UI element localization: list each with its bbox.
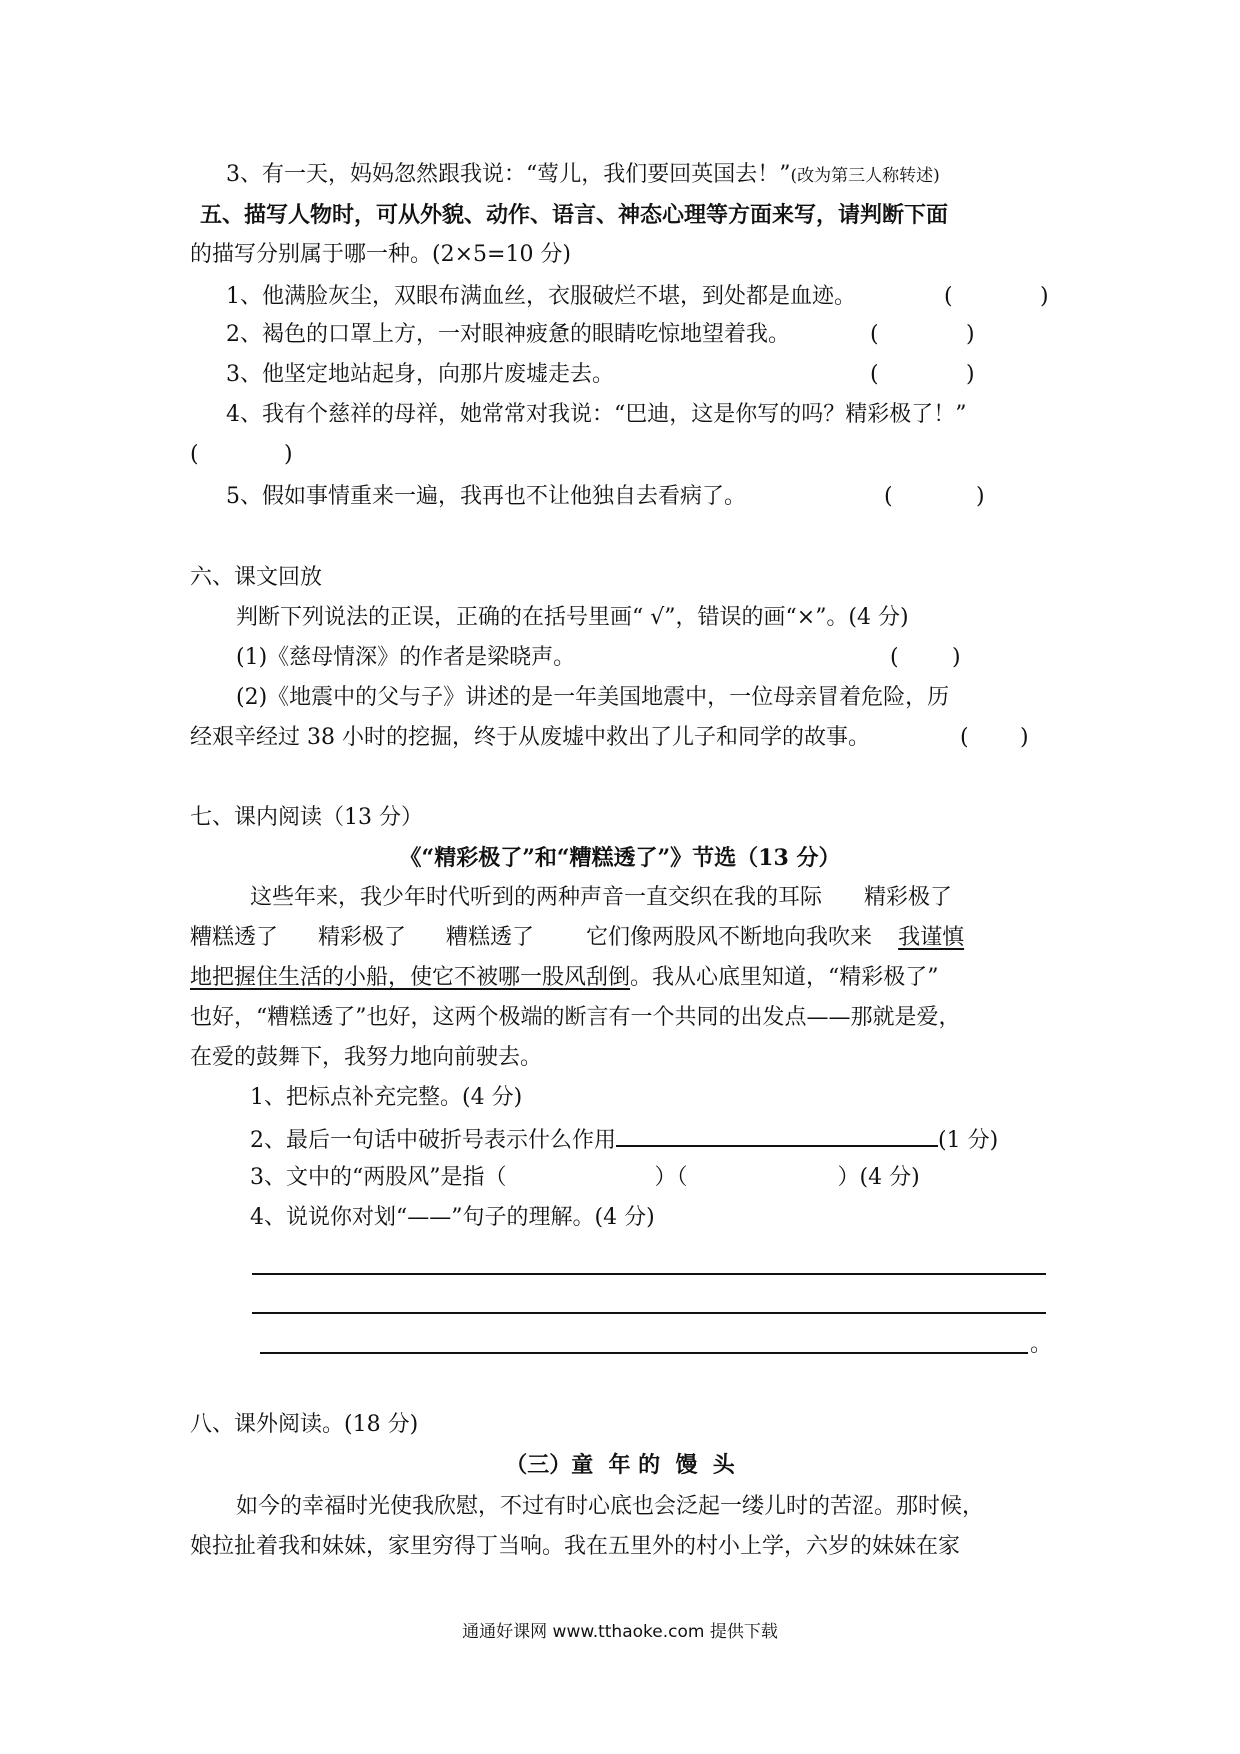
s5-item-3-paren-open: (: [870, 362, 879, 387]
s6-item-2-paren-close: ): [1020, 725, 1029, 750]
s5-heading-line2: 的描写分别属于哪一种。(2×5=10 分): [190, 242, 572, 267]
s7-para-line2: [190, 923, 964, 953]
s7-p3-rest: 。我从心底里知道，“精彩极了”: [630, 965, 939, 990]
s5-item-2: 2、褐色的口罩上方，一对眼神疲惫的眼睛吃惊地望着我。: [226, 322, 790, 347]
s7-p2-underlined: 我谨慎: [898, 925, 965, 950]
s5-item-4-paren-open: (: [190, 442, 199, 467]
s6-item-2-line1: (2)《地震中的父与子》讲述的是一年美国地震中，一位母亲冒着危险，历: [236, 685, 950, 710]
s5-q3-text: 3、有一天，妈妈忽然跟我说：“莺儿，我们要回英国去！”: [226, 162, 791, 187]
s5-item-1-paren-open: (: [944, 284, 953, 309]
s7-q3-a: 3、文中的“两股风”是指（: [250, 1165, 507, 1190]
s8-heading: 八、课外阅读。(18 分): [190, 1412, 419, 1437]
s7-q2-answer-blank[interactable]: [616, 1123, 938, 1147]
s7-q2-text: 2、最后一句话中破折号表示什么作用: [250, 1128, 616, 1153]
s7-para-line4: 也好，“糟糕透了”也好，这两个极端的断言有一个共同的出发点——那就是爱，: [190, 1005, 961, 1030]
s6-instruction: 判断下列说法的正误，正确的在括号里画“ √”，错误的画“×”。(4 分): [236, 605, 909, 630]
s5-item-4: 4、我有个慈祥的母祥，她常常对我说：“巴迪，这是你写的吗？精彩极了！”: [226, 402, 967, 427]
s7-q2: [250, 1123, 998, 1156]
s5-item-5-paren-open: (: [884, 484, 893, 509]
s7-p1: 这些年来，我少年时代听到的两种声音一直交织在我的耳际: [250, 885, 823, 910]
s5-heading-line1: 五、描写人物时，可从外貌、动作、语言、神态心理等方面来写，请判断下面: [200, 202, 949, 228]
s6-item-2-line2: 经艰辛经过 38 小时的挖掘，终于从废墟中救出了儿子和同学的故事。: [190, 725, 870, 750]
s7-answer-end-mark: 。: [1030, 1332, 1053, 1357]
s6-item-1-paren-open: (: [890, 645, 899, 670]
s7-q2-score: (1 分): [938, 1128, 999, 1153]
s7-p2-c: 糟糕透了: [446, 925, 535, 950]
s7-answer-line-3[interactable]: [260, 1352, 1028, 1354]
page-footer: 通通好课网 www.tthaoke.com 提供下载: [462, 1622, 778, 1642]
s6-heading: 六、课文回放: [190, 565, 323, 590]
s7-p2-a: 糟糕透了: [190, 925, 279, 950]
s7-para-line3: [190, 963, 939, 993]
s7-title: 《“精彩极了”和“糟糕透了”》节选（13 分）: [399, 845, 841, 871]
s6-item-1-paren-close: ): [952, 645, 961, 670]
s5-q3: [226, 160, 940, 191]
s5-item-2-paren-open: (: [870, 322, 879, 347]
s5-item-5-paren-close: ): [976, 484, 985, 509]
s6-item-1: (1)《慈母情深》的作者是梁晓声。: [236, 645, 576, 670]
s7-answer-line-2[interactable]: [252, 1312, 1046, 1314]
s7-para-line1: [250, 883, 952, 913]
s7-p1-end: 精彩极了: [864, 885, 953, 910]
s8-para-line1: 如今的幸福时光使我欣慰，不过有时心底也会泛起一缕儿时的苦涩。那时候，: [236, 1494, 985, 1519]
s5-item-5: 5、假如事情重来一遍，我再也不让他独自去看病了。: [226, 484, 746, 509]
s7-heading: 七、课内阅读（13 分）: [190, 805, 423, 830]
s5-item-3-paren-close: ): [966, 362, 975, 387]
s5-item-3: 3、他坚定地站起身，向那片废墟走去。: [226, 362, 614, 387]
s7-p2-b: 精彩极了: [318, 925, 407, 950]
s7-p3-underlined: 地把握住生活的小船，使它不被哪一股风刮倒: [190, 965, 631, 990]
s7-q3-c: ）(4 分): [837, 1165, 920, 1190]
s7-q4: 4、说说你对划“——”句子的理解。(4 分): [250, 1205, 655, 1230]
s7-p2-d: 它们像两股风不断地向我吹来: [586, 925, 873, 950]
s5-item-1-paren-close: ): [1040, 284, 1049, 309]
s5-item-2-paren-close: ): [966, 322, 975, 347]
s8-para-line2: 娘拉扯着我和妹妹，家里穷得丁当响。我在五里外的村小上学，六岁的妹妹在家: [190, 1534, 961, 1559]
s7-q3-b: ）（: [654, 1165, 688, 1190]
s7-para-line5: 在爱的鼓舞下，我努力地向前驶去。: [190, 1045, 543, 1070]
s6-item-2-paren-open: (: [960, 725, 969, 750]
s8-title: （三）童 年 的 馒 头: [505, 1452, 735, 1478]
s5-q3-note: (改为第三人称转述): [790, 166, 940, 186]
s5-item-1: 1、他满脸灰尘，双眼布满血丝，衣服破烂不堪，到处都是血迹。: [226, 284, 856, 309]
s7-q1: 1、把标点补充完整。(4 分): [250, 1085, 523, 1110]
s7-q3: [250, 1163, 920, 1193]
s5-item-4-paren-close: ): [284, 442, 293, 467]
s7-answer-line-1[interactable]: [252, 1273, 1046, 1275]
